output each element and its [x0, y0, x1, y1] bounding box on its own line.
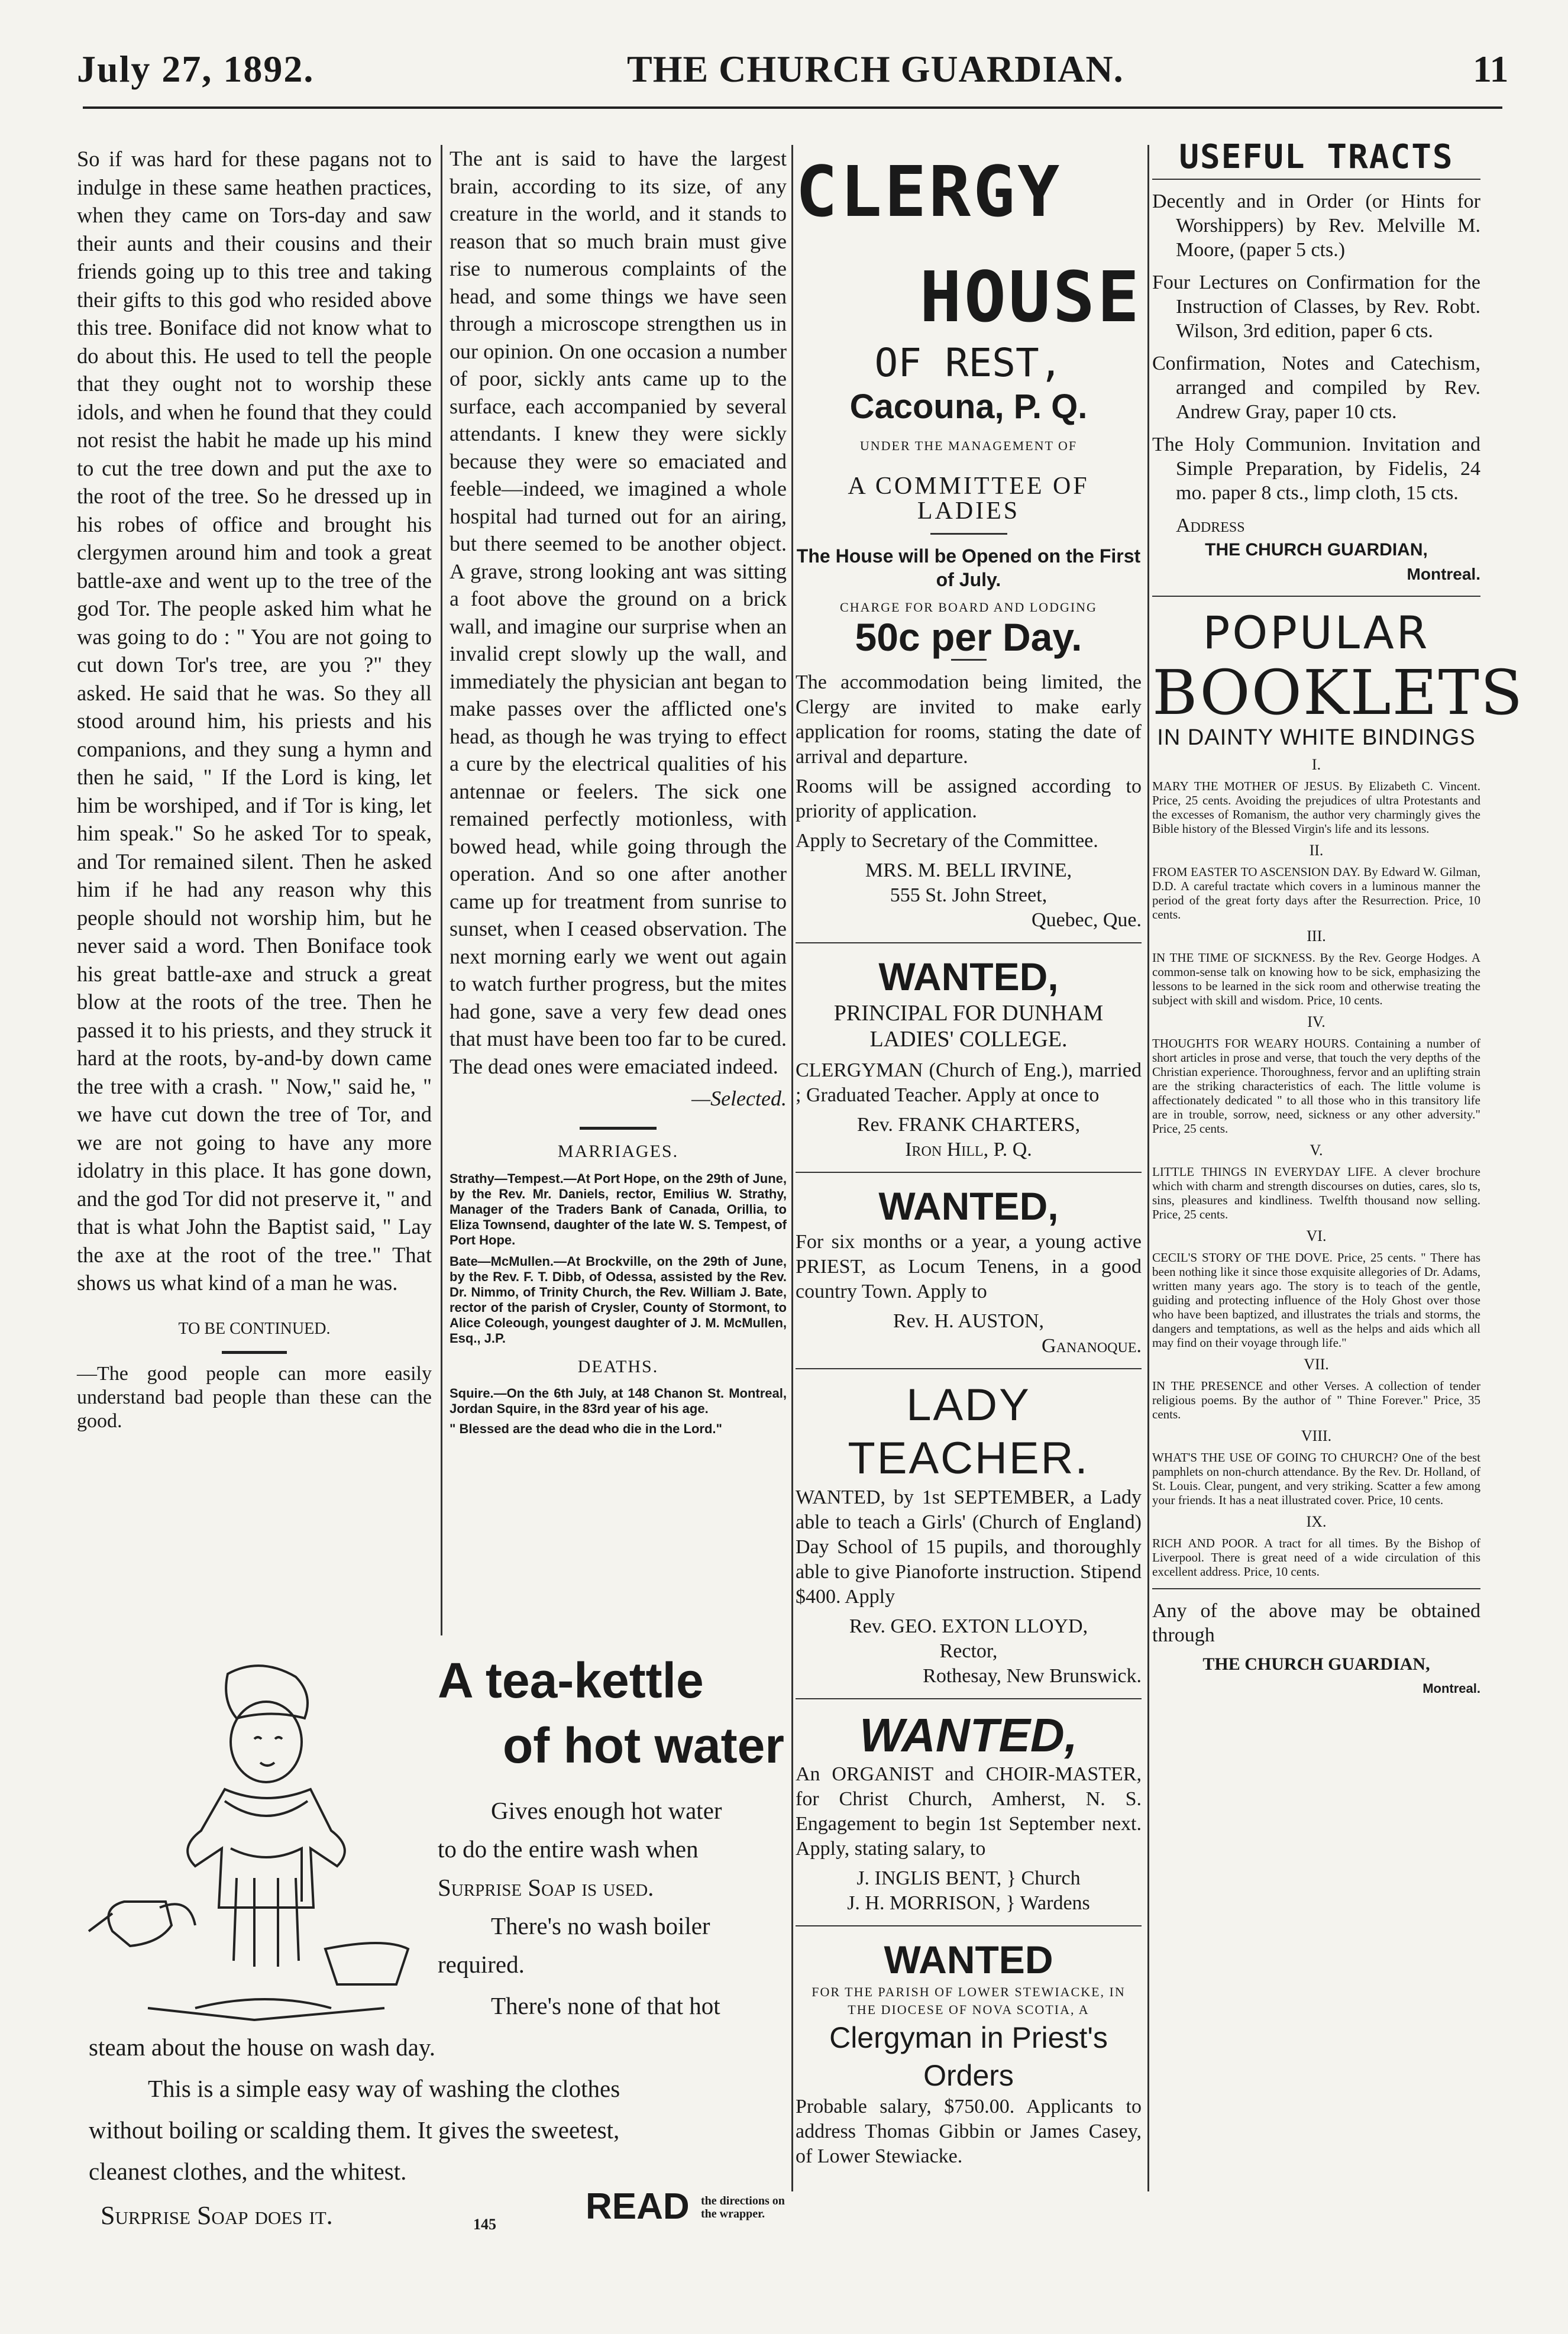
obtained-text: Any of the above may be obtained through [1152, 1600, 1480, 1646]
wanted-contact: J. INGLIS BENT, } Church J. H. MORRISON, } Wardens [847, 1867, 1090, 1914]
ad-line: There's none of that hot [491, 1992, 720, 2019]
lady-teacher-heading: LADY TEACHER. [848, 1380, 1089, 1483]
booklet-entry: CECIL'S STORY OF THE DOVE. Price, 25 cents. " There has been nothing like it since those exquisite allegories of Dr. Adams, written many years ago. The story is to teach of the gentle, guiding and protecting influence of the Holy Ghost over those who have been baptized, and illustrates the trials and storms, the dangers and temptations, as well as the helps and aids which all may find on their voyage through life." [1152, 1250, 1480, 1350]
location: Cacouna, P. Q. [849, 387, 1088, 426]
booklet-number: IV. [1307, 1013, 1325, 1030]
ad-slogan: Surprise Soap does it. [101, 2201, 333, 2230]
rule [1152, 1588, 1480, 1589]
article-boniface [77, 145, 432, 1438]
article-ants [450, 145, 787, 1437]
booklet-number: VI. [1306, 1227, 1327, 1244]
obtained-name: THE CHURCH GUARDIAN, [1202, 1654, 1430, 1674]
booklet-number: IX. [1306, 1513, 1327, 1530]
secretary-name: MRS. M. BELL IRVINE, [865, 859, 1072, 881]
ads-column-3 [796, 145, 1142, 2174]
booklet-number: VII. [1304, 1356, 1329, 1373]
wanted-body: Probable salary, $750.00. Applicants to address Thomas Gibbin or James Casey, of Lower Stewiacke. [796, 2096, 1142, 2167]
wanted-subtitle: FOR THE PARISH OF LOWER STEWIACKE, IN THE DIOCESE OF NOVA SCOTIA, A [812, 1984, 1126, 2017]
price: 50c per Day. [855, 615, 1082, 659]
booklet-entry: MARY THE MOTHER OF JESUS. By Elizabeth C. Vincent. Price, 25 cents. Avoiding the prejudices of ultra Protestants and the excesses of Romanism, the author very charmingly gives the Bible history of the Blessed Virgin's life and its lessons. [1152, 779, 1480, 836]
rule [796, 1368, 1142, 1369]
of-rest-title: OF REST, [874, 340, 1063, 386]
surprise-soap-ad [77, 1653, 787, 2245]
wanted-body: CLERGYMAN (Church of Eng.), married ; Graduated Teacher. Apply at once to [796, 1059, 1142, 1106]
dainty-subheading: IN DAINTY WHITE BINDINGS [1157, 725, 1476, 750]
booklet-number: V. [1310, 1142, 1323, 1159]
header-rule [83, 106, 1502, 109]
rule [796, 1172, 1142, 1173]
ad-line: Gives enough hot water [491, 1797, 722, 1824]
wanted-contact: Rev. FRANK CHARTERS, [856, 1114, 1081, 1136]
tract-item: Confirmation, Notes and Catechism, arranged and compiled by Rev. Andrew Gray, paper 10 cts. [1152, 353, 1480, 423]
secretary-address: 555 St. John Street, [890, 884, 1048, 906]
ad-headline-2: of hot water [503, 1718, 784, 1773]
ad-line: to do the entire wash when [438, 1835, 699, 1863]
washerwoman-illustration [77, 1653, 438, 2032]
wanted-body: An ORGANIST and CHOIR-MASTER, for Christ Church, Amherst, N. S. Engagement to begin 1st September next. Apply, stating salary, to [796, 1763, 1142, 1860]
ant-source: —Selected. [691, 1087, 787, 1110]
wanted-place: Gananoque. [1041, 1335, 1142, 1357]
clergy-house-title-2: HOUSE [919, 256, 1142, 338]
wanted-body: For six months or a year, a young active PRIEST, as Locum Tenens, in a good country Town. Apply to [796, 1231, 1142, 1302]
wanted-heading: WANTED [884, 1938, 1053, 1981]
ornament-separator [580, 1127, 657, 1130]
opening-note: The House will be Opened on the First of July. [796, 545, 1141, 590]
page-number: 11 [1473, 48, 1509, 90]
booklets-heading: BOOKLETS [1152, 657, 1524, 729]
wanted-heading: WANTED, [859, 1709, 1078, 1761]
column-rule [441, 145, 442, 1635]
rule [796, 1698, 1142, 1699]
ads-column-4 [1152, 138, 1524, 1701]
ad-read: READ [586, 2186, 690, 2227]
ad-line: cleanest clothes, and the whitest. [89, 2158, 407, 2185]
booklet-number: II. [1309, 842, 1324, 859]
rule [796, 1925, 1142, 1926]
management-note: UNDER THE MANAGEMENT OF [859, 438, 1078, 453]
rule [1152, 596, 1480, 597]
wanted-place: Iron Hill, P. Q. [905, 1139, 1032, 1160]
ad-line: This is a simple easy way of washing the clothes [148, 2075, 620, 2102]
wanted-heading: WANTED, [878, 955, 1059, 998]
committee: A COMMITTEE OF LADIES [848, 473, 1089, 525]
ad-line: There's no wash boiler [491, 1912, 710, 1939]
lady-teacher-body: WANTED, by 1st SEPTEMBER, a Lady able to teach a Girls' (Church of England) Day School of 15 pupils, and thoroughly able to give Pianoforte instruction. Stipend $400. Apply [796, 1486, 1142, 1608]
masthead-title: THE CHURCH GUARDIAN. [627, 48, 1124, 90]
lady-teacher-place: Rothesay, New Brunswick. [923, 1665, 1142, 1687]
ad-number: 145 [473, 2216, 496, 2233]
tract-item: Decently and in Order (or Hints for Worshippers) by Rev. Melville M. Moore, (paper 5 cts.) [1152, 190, 1480, 261]
ad-line: required. [438, 1951, 525, 1978]
marriages-heading: MARRIAGES. [557, 1141, 679, 1161]
deaths-heading: DEATHS. [577, 1357, 659, 1376]
wanted-role: Clergyman in Priest's Orders [829, 2021, 1108, 2092]
marriage-notice: Bate—McMullen.—At Brockville, on the 29th of June, by the Rev. F. T. Dibb, of Odessa, assisted by the Rev. Dr. Nimmo, of Trinity Church, the Rev. William J. Bate, rector of the parish of Crysler, County of Stormont, to Alice Coleough, youngest daughter of J. M. McMullen, Esq., J.P. [450, 1254, 787, 1346]
charge-note: CHARGE FOR BOARD AND LODGING [840, 600, 1097, 615]
ad-line: Surprise Soap is used. [438, 1874, 654, 1901]
ant-paragraph: The ant is said to have the largest brain, according to its size, of any creature in the world, and it stands to reason that so much brain must give rise to numerous complaints of the head, and some things we have seen through a microscope strengthen us in our opinion. On one occasion a number of poor, sickly ants came up to the surface, each accompanied by several attendants. I knew they were sickly because they were so emaciated and feeble—indeed, we imagined a whole hospital had turned out for an airing, but there seemed to be another object. A grave, strong looking ant was sitting a foot above the ground on a brick wall, and imagine our surprise when an invalid crept slowly up the wall, and immediately the physician ant began to make passes over the afflicted one's head, as though he was trying to effect a cure by the electrical qualities of his antennae or feelers. The sick one remained perfectly motionless, with bowed head, while going through the operation. And so one after another came up for treatment from sunrise to sunset, when I ceased observation. The next morning early we went out again to watch further progress, but the mites had gone, save a very few dead ones that must have been too far to be cured. The dead ones were emaciated indeed. [450, 147, 787, 1078]
marriage-notice: Strathy—Tempest.—At Port Hope, on the 29th of June, by the Rev. Mr. Daniels, rector, Emilius W. Strathy, Manager of the Traders Bank of Canada, Orillia, to Eliza Townsend, daughter of the late W. S. Tempest, of Port Hope. [450, 1171, 787, 1247]
article-paragraph: So if was hard for these pagans not to indulge in these same heathen practices, when they came on Tors-day and saw their aunts and their cousins and their friends going up to this tree and taking their gifts to this god who resided above this tree. Boniface did not know what to do about this. He used to tell the people that they ought not to worship these idols, and when he found that they could not resist the habit he made up his mind to cut the tree down and put the axe to the root of the tree. So he dressed up in his robes of office and brought his clergymen around him and took a great battle-axe and went up to the tree of the god Tor. The people asked him what he was going to do : " You are not going to cut down Tor's tree, are you ?" they asked. He said that he was. So they all stood around him, his priests and his companions, and they sung a hymn and then he said, " If the Lord is king, let him be worshiped, and if Tor is king, let him speak." So he asked Tor to speak, and Tor remained silent. Then he asked him if he had any reason why this people should not worship him, but he never said a word. Then Boniface took his great battle-axe and struck a great blow at the roots of the tree. Then he passed it to his priests, and they struck it hard at the roots, by-and-by down came the tree with a crash. " Now," said he, " we have cut down the tree of Tor, and we are not going to have any more idolatry in this place. It has gone down, and the god Tor did not preserve it, " and that is what John the Baptist said, " Lay the axe at the root of the tree." That shows us what kind of a man he was. [77, 147, 432, 1295]
to-be-continued: TO BE CONTINUED. [178, 1319, 331, 1338]
rule [1152, 179, 1480, 180]
rule [796, 942, 1142, 943]
booklet-entry: IN THE TIME OF SICKNESS. By the Rev. George Hodges. A common-sense talk on knowing how to be sick, emphasizing the lessons to be learned in the sick room and otherwise treating the subject with skill and wisdom. Price, 10 cents. [1152, 951, 1480, 1007]
column-rule [1147, 145, 1149, 2191]
column-rule [791, 145, 793, 2191]
booklet-entry: THOUGHTS FOR WEARY HOURS. Containing a number of short articles in prose and verse, that touch the very depths of the Christian experience. Thoroughness, fervor and an uplifting strain are the striking characteristics of each. The little volume is affectionately dedicated " to all those who in this transitory life are in trouble, sorrow, need, sickness or any other adversity." Price, 25 cents. [1152, 1036, 1480, 1136]
page-header [0, 41, 1568, 124]
ornament-separator [222, 1351, 287, 1354]
address-label: Address [1176, 515, 1245, 536]
address-city: Montreal. [1407, 565, 1480, 583]
tract-item: Four Lectures on Confirmation for the Instruction of Classes, by Rev. Robt. Wilson, 3rd edition, paper 6 cts. [1152, 271, 1480, 342]
booklet-number: VIII. [1301, 1427, 1332, 1444]
aphorism: —The good people can more easily understand bad people than these can the good. [77, 1363, 432, 1432]
rule [930, 533, 1007, 535]
ad-line: steam about the house on wash day. [89, 2034, 436, 2061]
obtained-city: Montreal. [1422, 1681, 1480, 1696]
popular-heading: POPULAR [1202, 606, 1430, 659]
priority-text: Rooms will be assigned according to priority of application. [796, 775, 1142, 822]
wanted-subtitle: PRINCIPAL FOR DUNHAM LADIES' COLLEGE. [833, 1001, 1104, 1052]
booklet-entry: FROM EASTER TO ASCENSION DAY. By Edward W. Gilman, D.D. A careful tractate which covers in a luminous manner the period of the great forty days after the Resurrection. Price, 10 cents. [1152, 865, 1480, 922]
death-notice: Squire.—On the 6th July, at 148 Chanon St. Montreal, Jordan Squire, in the 83rd year of his age. [450, 1385, 787, 1416]
rule [951, 659, 987, 661]
wanted-contact: Rev. H. AUSTON, [893, 1310, 1045, 1332]
booklet-entry: LITTLE THINGS IN EVERYDAY LIFE. A clever brochure which with charm and strength discourses on duties, cares, slo ts, sins, pleasures and kindliness. Twelfth thousand now selling. Price, 25 cents. [1152, 1165, 1480, 1221]
apply-text: Apply to Secretary of the Committee. [796, 830, 1098, 852]
issue-date: July 27, 1892. [77, 48, 315, 90]
ad-line: without boiling or scalding them. It gives the sweetest, [89, 2116, 620, 2144]
death-quote: " Blessed are the dead who die in the Lord." [450, 1421, 722, 1436]
useful-tracts-heading: USEFUL TRACTS [1179, 138, 1454, 176]
lady-teacher-contact: Rev. GEO. EXTON LLOYD, [849, 1615, 1088, 1637]
secretary-city: Quebec, Que. [1032, 909, 1142, 931]
clergy-house-title-1: CLERGY [796, 151, 1062, 232]
booklet-entry: IN THE PRESENCE and other Verses. A collection of tender religious poems. By the author of " Thine Forever." Price, 35 cents. [1152, 1379, 1480, 1421]
ad-headline-1: A tea-kettle [438, 1653, 704, 1708]
booklet-number: I. [1311, 756, 1321, 773]
accommodation-text: The accommodation being limited, the Clergy are invited to make early application for rooms, stating the date of arrival and departure. [796, 671, 1142, 768]
booklet-number: III. [1307, 927, 1326, 945]
booklet-entry: WHAT'S THE USE OF GOING TO CHURCH? One of the best pamphlets on non-church attendance. By the Rev. Dr. Holland, of St. Louis. Clear, pungent, and very striking. Scatter a few among your friends. It has a neat illustrated cover. Price, 10 cents. [1152, 1450, 1480, 1507]
wanted-heading: WANTED, [878, 1184, 1059, 1228]
ad-directions: the directions on the wrapper. [701, 2194, 785, 2220]
lady-teacher-role: Rector, [939, 1640, 998, 1662]
address-name: THE CHURCH GUARDIAN, [1205, 540, 1428, 560]
tract-item: The Holy Communion. Invitation and Simple Preparation, by Fidelis, 24 mo. paper 8 cts., limp cloth, 15 cts. [1152, 434, 1480, 504]
booklet-entry: RICH AND POOR. A tract for all times. By the Bishop of Liverpool. There is great need of a wide circulation of this excellent address. Price, 10 cents. [1152, 1536, 1480, 1579]
